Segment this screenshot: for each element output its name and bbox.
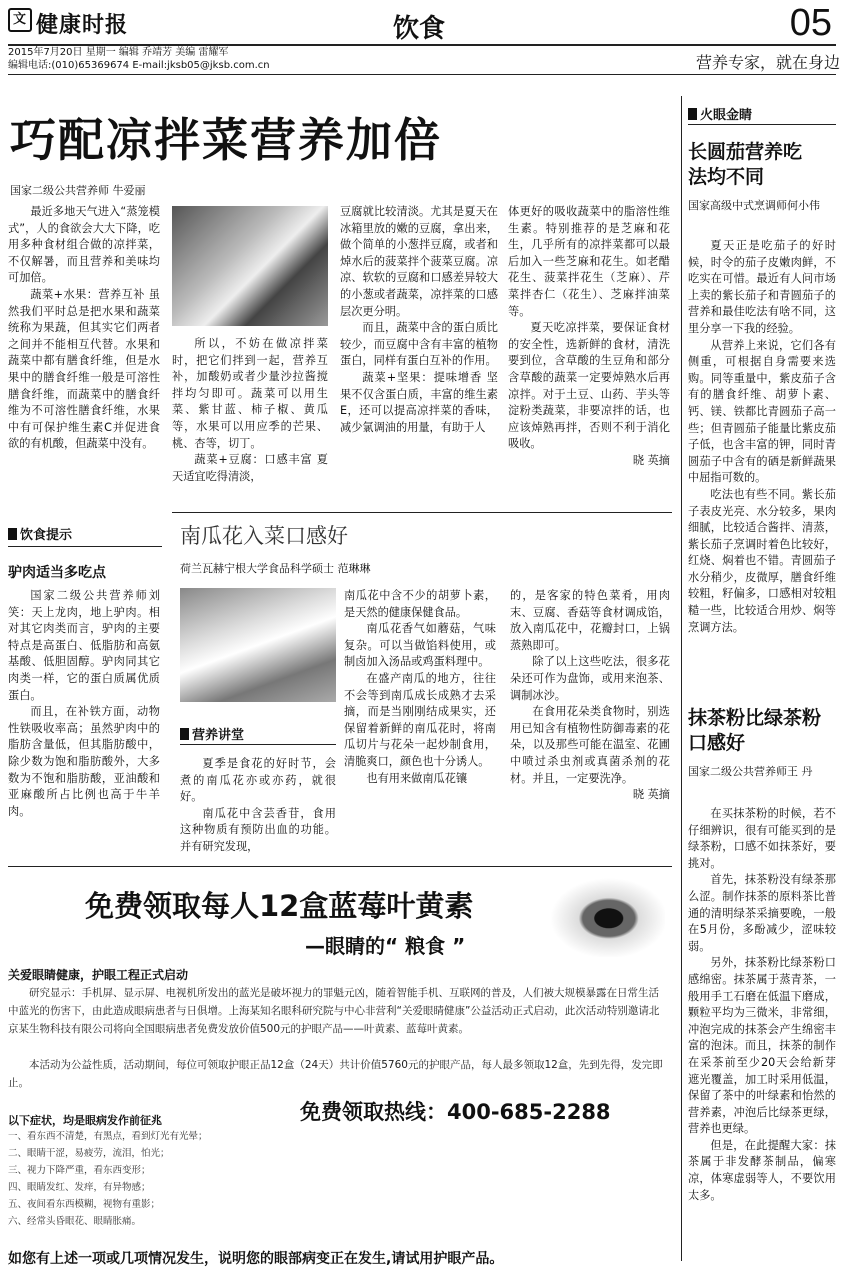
- salad-photo: [172, 206, 328, 326]
- main-byline: 国家二级公共营养师 牛爱丽: [10, 184, 146, 197]
- list-item: 六、经常头昏眼花、眼睛胀痛。: [8, 1216, 142, 1227]
- ad-title: 免费领取每人12盒蓝莓叶黄素: [85, 889, 474, 923]
- tips-title: 驴肉适当多吃点: [8, 565, 106, 581]
- divider: [688, 124, 836, 125]
- paragraph: 夏天吃凉拌菜，要保证食材的安全性，选新鲜的食材，清洗要到位，含草酸的生豆角和部分含草酸的蔬菜一定要焯熟水后再凉拌。对于土豆、山药、芋头等淀粉类蔬菜，非要凉拌的话，也应该焯熟再拌，否则不利于消化吸收。: [508, 321, 670, 451]
- divider: [180, 744, 336, 745]
- main-col-4: [508, 204, 670, 470]
- main-col-1: [8, 204, 160, 453]
- contact-line: 编辑电话:(010)65369674 E-mail:jksb05@jksb.com.cn: [8, 60, 270, 71]
- slogan: 营养专家，就在身边: [695, 53, 840, 72]
- paragraph: 南瓜花香气如蘑菇，气味复杂。可以当做馅料使用，或制卤加入汤品或鸡蛋料理中。: [344, 622, 496, 669]
- page-number: 05: [789, 2, 832, 44]
- matcha-body: [688, 806, 836, 1204]
- paragraph: 从营养上来说，它们各有侧重，可根据自身需要来选购。同等重量中，紫皮茄子含有的膳食纤维、胡萝卜素、钙、镁、铁都比青圆茄子高一些；但青圆茄子能量比紫皮茄子低，也含丰富的钾，同时青圆茄子中含有的硒是新鲜蔬果中屈指可数的。: [688, 338, 836, 485]
- paragraph: 夏天正是吃茄子的好时候，时令的茄子皮嫩肉鲜，不吃实在可惜。最近有人问市场上卖的紫长茄子和青圆茄子的营养和最佳吃法有啥不同，这里分享一下我的经验。: [688, 239, 836, 335]
- ad-subtitle: —眼睛的“ 粮食 ”: [305, 934, 466, 958]
- author-credit: 晓 英摘: [632, 788, 670, 802]
- paragraph: 而且，蔬菜中含的蛋白质比较少，而豆腐中含有丰富的植物蛋白，同样有蛋白互补的作用。: [340, 321, 498, 368]
- paragraph: 豆腐就比较清淡。尤其是夏天在冰箱里放的嫩的豆腐，拿出来，做个简单的小葱拌豆腐，或者和焯水后的菠菜拌个菠菜豆腐。凉凉、软软的豆腐和口感差异较大的小葱或者蔬菜，凉拌菜的口感层次更分明。: [340, 205, 498, 318]
- pumpkin-flower-photo: [180, 588, 336, 702]
- paragraph: 而且，在补铁方面，动物性铁吸收率高；虽然驴肉中的脂肪含量低，但其脂肪酸中，除少数为饱和脂肪酸外，大多数为不饱和脂肪酸，亚油酸和亚麻酸所占比例也高于牛羊肉。: [8, 705, 160, 818]
- paragraph: 国家二级公共营养师刘笑：天上龙肉，地上驴肉。相对其它肉类而言，驴肉的主要特点是高蛋白、低脂肪和高氨基酸、低胆固醇。驴肉同其它肉类一样，它的蛋白质属优质蛋白。: [8, 589, 160, 702]
- eggplant-title: 长圆茄营养吃法均不同: [688, 141, 803, 188]
- sidebar-tag: 火眼金睛: [688, 104, 752, 123]
- list-item: 三、视力下降严重，看东西变形；: [8, 1165, 151, 1176]
- paragraph: 蔬菜+豆腐：口感丰富 夏天适宜吃得清淡，: [172, 453, 328, 483]
- paragraph: 夏季是食花的好时节，会煮的南瓜花亦或亦药，就很好。: [180, 757, 336, 804]
- date-line: 2015年7月20日 星期一 编辑 乔靖芳 美编 雷耀军: [8, 47, 229, 58]
- pumpkin-title: 南瓜花入菜口感好: [180, 524, 348, 548]
- paragraph: 吃法也有些不同。紫长茄子表皮光亮、水分较多，果肉细腻，比较适合酱拌、清蒸，紫长茄子烹调时着色比较好，红烧、焖着也不错。青圆茄子水分稍少，皮微厚，膳食纤维较粗，籽偏多，口感相对较粗糙一些，比较适合用炒、焖等烹调方法。: [688, 487, 836, 634]
- divider: [172, 512, 672, 513]
- list-item: 一、看东西不清楚，有黑点，看到灯光有光晕；: [8, 1131, 208, 1142]
- symptoms-list: [8, 1128, 668, 1230]
- eggplant-body: [688, 238, 836, 636]
- list-item: 二、眼睛干涩，易疲劳，流泪，怕光；: [8, 1148, 170, 1159]
- author-credit: 晓 英摘: [632, 453, 670, 467]
- paragraph: 最近多地天气进入“蒸笼模式”，人的食欲会大大下降，吃用多种食材组合做的凉拌菜，不仅解暑，而且营养和美味均可加倍。: [8, 205, 160, 285]
- section-name: 饮食: [393, 14, 446, 44]
- pumpkin-byline: 荷兰瓦赫宁根大学食品科学硕士 范琳琳: [180, 562, 371, 575]
- matcha-title: 抹茶粉比绿茶粉口感好: [688, 707, 822, 754]
- divider: [8, 866, 672, 867]
- ad-hotline: 免费领取热线：400-685-2288: [300, 1100, 611, 1124]
- pumpkin-col-3: [510, 588, 670, 804]
- pumpkin-col-1: [180, 756, 336, 856]
- list-item: 五、夜间看东西模糊，视物有重影；: [8, 1199, 161, 1210]
- paragraph: 体更好的吸收蔬菜中的脂溶性维生素。特别推荐的是芝麻和花生，几乎所有的凉拌菜都可以最后加入一些芝麻和花生。如老醋花生、菠菜拌花生（芝麻）、芹菜拌杏仁（花生）、芝麻拌油菜等。: [508, 205, 670, 318]
- main-headline: 巧配凉拌菜营养加倍: [10, 113, 442, 167]
- paragraph: 所以，不妨在做凉拌菜时，把它们拌到一起，营养互补，加酸奶或者少量沙拉酱搅拌均匀即可。蔬菜可以用生菜、紫甘蓝、柿子椒、黄瓜等，水果可以用应季的芒果、桃、杏等，切丁。: [172, 337, 328, 450]
- paragraph: 在盛产南瓜的地方，往往不会等到南瓜成长成熟才去采摘，而是当刚刚结成果实，还保留着新鲜的南瓜花时，将南瓜切片与花朵一起炒制食用，清脆爽口，颜色也十分诱人。: [344, 671, 496, 768]
- paragraph: 在买抹茶粉的时候，若不仔细辨识，很有可能买到的是绿茶粉，口感不如抹茶好，要挑对。: [688, 807, 836, 870]
- square-bullet-icon: [688, 108, 697, 120]
- ad-body-2: 本活动为公益性质，活动期间，每位可领取护眼正品12盒（24天）共计价值5760元的护眼产品，每人最多领取12盒，先到先得，发完即止。: [8, 1059, 663, 1089]
- paragraph: 蔬菜+水果：营养互补 虽然我们平时总是把水果和蔬菜统称为果蔬，但其实它们两者之间并不能相互代替。水果和蔬菜中都有膳食纤维，但是水果中的膳食纤维一般是可溶性膳食纤维，而蔬菜中的膳食纤维为不可溶性膳食纤维，水果中有可保护维生素C并促进食欲的有机酸，但蔬菜中没有。: [8, 287, 160, 451]
- paragraph: 在食用花朵类食物时，别选用已知含有植物性防御毒素的花朵，以及那些可能在温室、花圃中喷过杀虫剂或真菌杀剂的花材。并且，一定要洗净。: [510, 705, 670, 785]
- ad-bottom-note: 如您有上述一项或几项情况发生，说明您的眼部病变正在发生,请试用护眼产品。: [8, 1251, 504, 1267]
- newspaper-logo: 文 健康时报: [8, 8, 128, 39]
- paragraph: 另外，抹茶粉比绿茶粉口感绵密。抹茶属于蒸青茶，一般用手工石磨在低温下磨成，颗粒平均为三微米，非常细，冲泡完成的抹茶会产生绵密丰富的泡沫。而且，抹茶的制作在采茶前至少20天会给新芽遮光覆盖，加工时采用低温，保留了茶中的叶绿素和怡然的营养素，冲泡后比绿茶更绿，营养也更绿。: [688, 956, 836, 1136]
- symptoms-title: 以下症状，均是眼病发作前征兆: [8, 1114, 162, 1127]
- pumpkin-col-2: [344, 588, 496, 787]
- square-bullet-icon: [180, 728, 189, 740]
- ad-lead: 关爱眼睛健康，护眼工程正式启动: [8, 968, 189, 982]
- paragraph: 的，是客家的特色菜肴，用肉末、豆腐、香菇等食材调成馅，放入南瓜花中，花瓣封口，上锅蒸熟即可。: [510, 589, 670, 652]
- main-col-3: [340, 204, 498, 436]
- tips-body: [8, 588, 160, 820]
- paragraph: 南瓜花中含芸香苷，食用这种物质有预防出血的功能。并有研究发现，: [180, 806, 336, 853]
- paragraph: 除了以上这些吃法，很多花朵还可作为盘饰，或用来泡茶、调制冰沙。: [510, 655, 670, 702]
- paragraph: 南瓜花中含不少的胡萝卜素，是天然的健康保健食品。: [344, 589, 496, 619]
- tips-tag: 饮食提示: [8, 524, 72, 543]
- ad-body-1: 研究显示：手机屏、显示屏、电视机所发出的蓝光是破坏视力的罪魁元凶，随着智能手机、互联网的普及，人们被大规模暴露在日常生活中蓝光的伤害下，由此造成眼病患者与日俱增。上海某知名眼科研究院与中心非营利“关爱眼睛健康”公益活动正式启动，此次活动特别邀请北京某生物科技有限公司将向全国眼病患者免费发放价值500元的护眼产品——叶黄素、蓝莓叶黄素。: [8, 987, 660, 1035]
- logo-mark-icon: 文: [8, 8, 32, 32]
- paragraph: 蔬菜+坚果：提味增香 坚果不仅含蛋白质，丰富的维生素E，还可以提高凉拌菜的香味，减少氯调油的用量，有助于人: [340, 370, 498, 434]
- masthead: [8, 4, 836, 46]
- eye-photo: [540, 871, 665, 957]
- paragraph: 首先，抹茶粉没有绿茶那么涩。制作抹茶的原料茶比普通的清明绿茶采摘要晚，一般在5月份，多酚减少，涩味较弱。: [688, 873, 836, 953]
- paragraph: 但是，在此提醒大家：抹茶属于非发酵茶制品，偏寒凉，体寒虚弱等人，不要饮用太多。: [688, 1138, 836, 1202]
- matcha-byline: 国家二级公共营养师王 丹: [688, 765, 813, 778]
- main-col-2: [172, 336, 328, 485]
- lecture-tag: 营养讲堂: [180, 724, 244, 743]
- divider: [8, 546, 162, 547]
- eggplant-byline: 国家高级中式烹调师何小伟: [688, 199, 820, 212]
- paragraph: 也有用来做南瓜花镶: [366, 771, 468, 785]
- square-bullet-icon: [8, 528, 17, 540]
- column-rule: [681, 96, 682, 1261]
- list-item: 四、眼睛发红、发痒，有异物感；: [8, 1182, 151, 1193]
